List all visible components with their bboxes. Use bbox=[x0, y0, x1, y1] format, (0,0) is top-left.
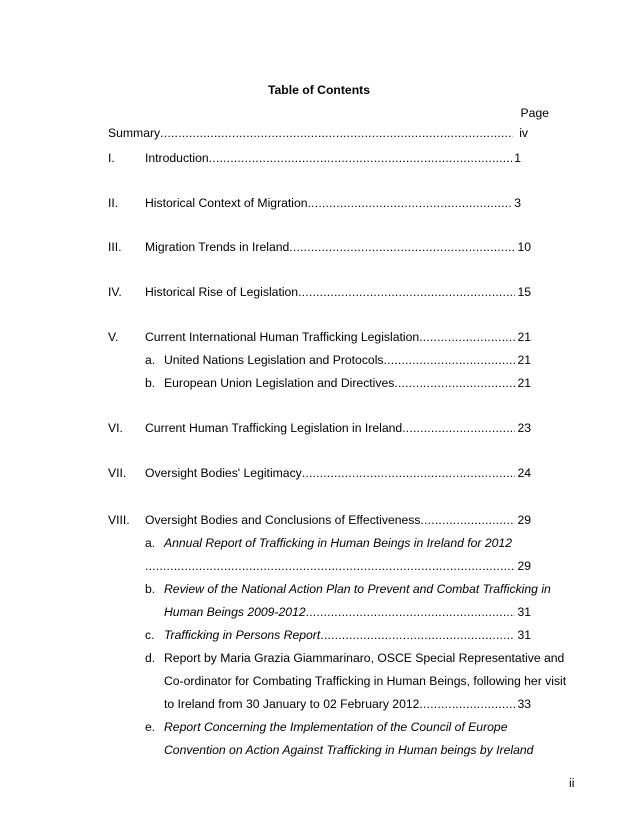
leader-dots bbox=[289, 239, 515, 255]
toc-subentry-coe-report[interactable] bbox=[145, 719, 507, 735]
toc-entry-label: Trafficking in Persons Report bbox=[164, 628, 321, 642]
toc-entry-label: Human Beings 2009-2012 bbox=[164, 605, 306, 619]
toc-subentry-letter: d. bbox=[145, 651, 156, 665]
toc-subentry-letter: b. bbox=[145, 376, 156, 390]
toc-entry-label: Report Concerning the Implementation of the Council of Europe bbox=[164, 720, 508, 734]
toc-entry-label: Convention on Action Against Trafficking in Human beings by Ireland bbox=[164, 743, 534, 757]
toc-section-number: V. bbox=[108, 330, 119, 344]
leader-dots bbox=[145, 558, 515, 574]
toc-entry-label: Current International Human Trafficking Legislation bbox=[145, 330, 420, 344]
toc-entry-international-legislation[interactable] bbox=[145, 329, 531, 345]
toc-section-number: II. bbox=[108, 196, 119, 210]
toc-page-number: 31 bbox=[517, 605, 531, 619]
toc-subentry-coe-report-cont[interactable] bbox=[164, 742, 533, 758]
footer-page-number: ii bbox=[569, 776, 575, 790]
toc-entry-summary[interactable] bbox=[108, 125, 528, 141]
toc-page-number: 21 bbox=[517, 376, 531, 390]
toc-entry-label: European Union Legislation and Directives bbox=[164, 376, 395, 390]
toc-entry-label: Current Human Trafficking Legislation in Ireland bbox=[145, 421, 403, 435]
toc-subentry-un-legislation[interactable] bbox=[145, 352, 531, 368]
toc-entry-label: Introduction bbox=[145, 151, 209, 165]
toc-entry-label: Report by Maria Grazia Giammarinaro, OSCE Special Representative and bbox=[164, 651, 565, 665]
toc-entry-label: Historical Context of Migration bbox=[145, 196, 308, 210]
toc-entry-historical-rise[interactable] bbox=[145, 284, 531, 300]
leader-dots bbox=[308, 195, 513, 211]
leader-dots bbox=[302, 465, 516, 481]
toc-section-number: VII. bbox=[108, 466, 127, 480]
toc-page-number: iv bbox=[519, 126, 528, 140]
leader-dots bbox=[394, 375, 515, 391]
toc-page-number: 10 bbox=[517, 240, 531, 254]
toc-page-number: 21 bbox=[517, 353, 531, 367]
toc-subentry-national-action-plan-cont[interactable] bbox=[164, 604, 531, 620]
toc-section-number: III. bbox=[108, 240, 122, 254]
leader-dots bbox=[419, 329, 515, 345]
toc-subentry-eu-legislation[interactable] bbox=[145, 375, 531, 391]
toc-page-number: 21 bbox=[517, 330, 531, 344]
toc-entry-migration-trends[interactable] bbox=[145, 239, 531, 255]
toc-entry-historical-context[interactable] bbox=[145, 195, 521, 211]
toc-subentry-osce-report-cont[interactable] bbox=[164, 673, 566, 689]
toc-page-number: 1 bbox=[514, 151, 521, 165]
toc-subentry-letter: a. bbox=[145, 353, 156, 367]
toc-entry-label: Historical Rise of Legislation bbox=[145, 285, 299, 299]
toc-section-number: IV. bbox=[108, 285, 122, 299]
toc-page-number: 24 bbox=[517, 466, 531, 480]
leader-dots bbox=[298, 284, 515, 300]
leader-dots bbox=[402, 420, 515, 436]
toc-entry-label: Annual Report of Trafficking in Human Beings in Ireland for 2012 bbox=[164, 536, 512, 550]
toc-subentry-national-action-plan[interactable] bbox=[145, 581, 551, 597]
toc-subentry-annual-report[interactable] bbox=[145, 535, 512, 551]
toc-entry-introduction[interactable] bbox=[145, 150, 521, 166]
leader-dots bbox=[209, 150, 513, 166]
toc-subentry-letter: a. bbox=[145, 536, 156, 550]
toc-entry-label: Summary bbox=[108, 126, 161, 140]
toc-subentry-letter: e. bbox=[145, 720, 156, 734]
leader-dots bbox=[421, 512, 516, 528]
toc-page-number: 15 bbox=[517, 285, 531, 299]
toc-page-number: 23 bbox=[517, 421, 531, 435]
toc-entry-label: Review of the National Action Plan to Prevent and Combat Trafficking in bbox=[164, 582, 551, 596]
toc-section-number: VI. bbox=[108, 421, 123, 435]
toc-subentry-osce-report[interactable] bbox=[145, 650, 564, 666]
toc-entry-oversight-effectiveness[interactable] bbox=[145, 512, 531, 528]
toc-section-number: I. bbox=[108, 151, 115, 165]
toc-page-number: 3 bbox=[514, 196, 521, 210]
toc-subentry-letter: c. bbox=[145, 628, 155, 642]
leader-dots bbox=[419, 696, 515, 712]
toc-entry-label: Co-ordinator for Combating Trafficking in Human Beings, following her visit bbox=[164, 674, 567, 688]
toc-subentry-letter: b. bbox=[145, 582, 156, 596]
toc-section-number: VIII. bbox=[108, 513, 130, 527]
toc-entry-label: Oversight Bodies' Legitimacy bbox=[145, 466, 302, 480]
page-column-label: Page bbox=[520, 106, 549, 120]
toc-entry-label: to Ireland from 30 January to 02 February 2012 bbox=[164, 697, 420, 711]
toc-page-number: 33 bbox=[517, 697, 531, 711]
page-title: Table of Contents bbox=[267, 83, 370, 97]
toc-subentry-tip-report[interactable] bbox=[145, 627, 531, 643]
toc-entry-ireland-legislation[interactable] bbox=[145, 420, 531, 436]
toc-entry-label: Oversight Bodies and Conclusions of Effectiveness bbox=[145, 513, 421, 527]
leader-dots bbox=[384, 352, 516, 368]
toc-entry-oversight-legitimacy[interactable] bbox=[145, 465, 531, 481]
toc-page-number: 29 bbox=[517, 513, 531, 527]
leader-dots bbox=[320, 627, 515, 643]
toc-page-number: 31 bbox=[517, 628, 531, 642]
leader-dots bbox=[160, 125, 513, 141]
toc-subentry-osce-report-cont2[interactable] bbox=[164, 696, 531, 712]
leader-dots bbox=[306, 604, 516, 620]
toc-subentry-annual-report-page[interactable] bbox=[145, 558, 531, 574]
toc-page-number: 29 bbox=[517, 559, 531, 573]
toc-entry-label: Migration Trends in Ireland bbox=[145, 240, 290, 254]
toc-entry-label: United Nations Legislation and Protocols bbox=[164, 353, 384, 367]
